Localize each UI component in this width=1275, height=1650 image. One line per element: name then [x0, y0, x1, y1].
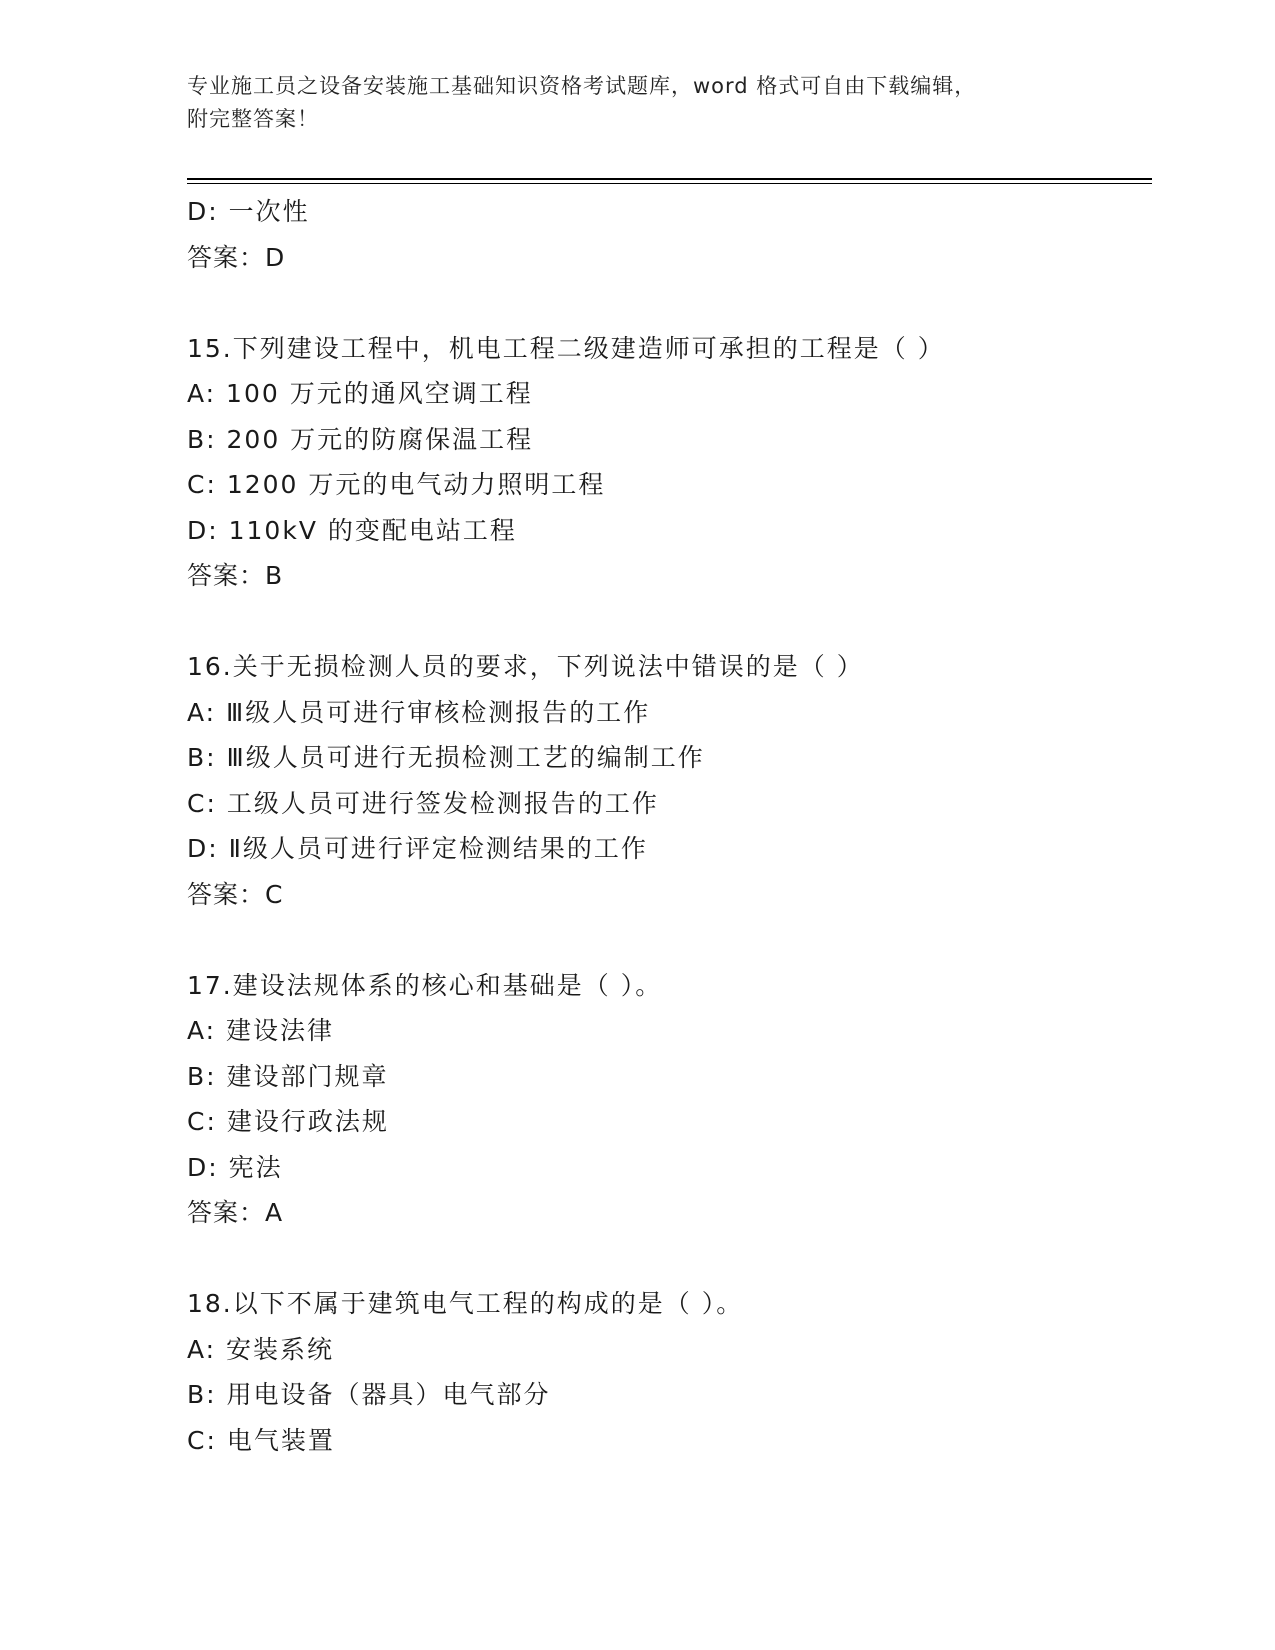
- option-c: C: 建设行政法规: [187, 1107, 389, 1136]
- question-stem: 15.下列建设工程中，机电工程二级建造师可承担的工程是（ ）: [187, 333, 945, 363]
- header-line-2: 附完整答案！: [187, 107, 319, 131]
- question-18: [187, 1281, 1152, 1463]
- spacer: [187, 599, 1152, 645]
- header-divider-thin: [187, 183, 1152, 184]
- option-b: B: 建设部门规章: [187, 1061, 389, 1091]
- question-17: [187, 963, 1152, 1236]
- question-stem: 17.建设法规体系的核心和基础是（ ）。: [187, 970, 663, 1000]
- option-a: A: 建设法律: [187, 1016, 335, 1045]
- question-stem: 18.以下不属于建筑电气工程的构成的是（ ）。: [187, 1289, 744, 1318]
- question-content: [187, 189, 1152, 1463]
- answer-line: 答案：B: [187, 561, 284, 590]
- option-d: D: 宪法: [187, 1152, 283, 1182]
- option-a: A: Ⅲ级人员可进行审核检测报告的工作: [187, 697, 651, 727]
- question-16: [187, 644, 1152, 917]
- option-c: C: 1200 万元的电气动力照明工程: [187, 470, 606, 499]
- option-c: C: 电气装置: [187, 1425, 335, 1455]
- answer-line: 答案：A: [187, 1198, 284, 1227]
- spacer: [187, 1236, 1152, 1282]
- header-divider-thick: [187, 178, 1152, 180]
- question-stem: 16.关于无损检测人员的要求，下列说法中错误的是（ ）: [187, 652, 864, 681]
- spacer: [187, 280, 1152, 326]
- option-d: D: 一次性: [187, 197, 310, 226]
- question-14-continued: [187, 189, 1152, 280]
- document-header: [187, 70, 1087, 136]
- option-b: B: 200 万元的防腐保温工程: [187, 424, 534, 454]
- option-d: D: 110kV 的变配电站工程: [187, 515, 517, 545]
- option-d: D: Ⅱ级人员可进行评定检测结果的工作: [187, 834, 648, 863]
- answer-line: 答案：C: [187, 879, 284, 909]
- option-b: B: 用电设备（器具）电气部分: [187, 1380, 551, 1409]
- option-a: A: 100 万元的通风空调工程: [187, 379, 533, 408]
- option-b: B: Ⅲ级人员可进行无损检测工艺的编制工作: [187, 743, 705, 772]
- header-line-1: 专业施工员之设备安装施工基础知识资格考试题库，word 格式可自由下载编辑，: [187, 74, 977, 98]
- option-c: C: 工级人员可进行签发检测报告的工作: [187, 788, 659, 818]
- answer-line: 答案：D: [187, 242, 286, 272]
- spacer: [187, 917, 1152, 963]
- question-15: [187, 326, 1152, 599]
- option-a: A: 安装系统: [187, 1334, 335, 1364]
